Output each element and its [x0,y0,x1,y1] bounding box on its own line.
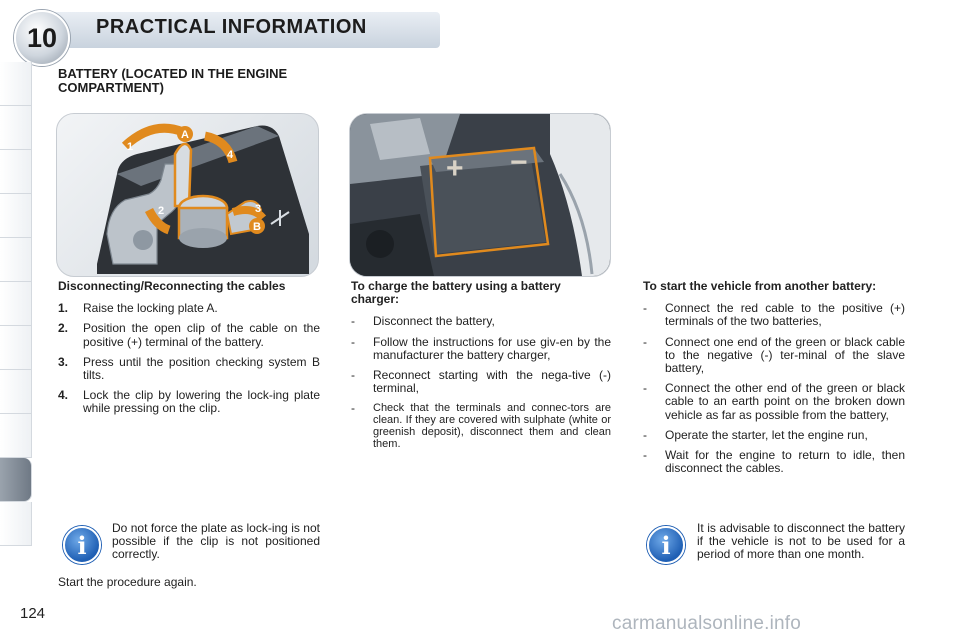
start-item [643,336,905,376]
step-label-1: 1 [127,141,134,153]
charge-heading: To charge the battery using a battery charger: [351,279,561,307]
dash: - [351,401,355,416]
chapter-tab[interactable] [0,194,32,238]
start-item [643,302,905,328]
negative-terminal-sign: − [510,146,528,179]
charge-item [351,315,611,328]
start-item [643,449,905,475]
start-item-text: Wait for the engine to return to idle, then disconnect the cables. [665,448,905,476]
dash: - [643,381,647,396]
step-text: Press until the position checking system B tilts. [83,354,320,383]
storage-advice-note: It is advisable to disconnect the battery if the vehicle is not to be used for a period of more than one month. [697,521,905,562]
step-number: 1. [58,301,69,316]
dash: - [643,427,647,442]
charge-item-text: Disconnect the battery, [373,314,495,329]
step-text: Lock the clip by lowering the lock-ing plate while pressing on the clip. [83,388,320,416]
charge-item [351,402,611,450]
label-a: A [181,129,189,141]
battery-clip-drawing [57,114,318,276]
positive-terminal-sign: + [446,152,464,185]
disconnect-column [58,280,320,423]
step-label-2: 2 [158,205,165,217]
info-glyph: i [77,531,87,560]
step-text: Position the open clip of the cable on the positive (+) terminal of the battery. [83,321,320,349]
chapter-tabs [0,62,32,546]
dash: - [643,301,647,316]
step-label-4: 4 [227,149,234,161]
charge-item [351,336,611,362]
engine-compartment-photo [349,113,611,277]
dash: - [643,334,647,349]
charge-column [351,280,611,457]
chapter-tab[interactable] [0,150,32,194]
info-glyph: i [661,531,671,560]
chapter-tab[interactable] [0,106,32,150]
restart-instruction: Start the procedure again. [58,575,197,589]
disconnect-step [58,389,320,415]
charge-item-text: Reconnect starting with the nega-tive (-) terminal, [373,368,611,396]
info-icon-glyph [649,528,683,562]
dash: - [351,368,355,383]
disconnect-step [58,356,320,382]
clip-warning-note: Do not force the plate as lock-ing is not possible if the clip is not positioned correctly. [112,521,320,562]
disconnect-heading: Disconnecting/Reconnecting the cables [58,279,286,293]
chapter-tab[interactable] [0,502,32,546]
chapter-tab[interactable] [0,282,32,326]
start-column [643,280,905,482]
start-item [643,382,905,422]
start-item-text: Operate the starter, let the engine run, [665,427,868,442]
engine-compartment-drawing [350,114,610,276]
section-title: BATTERY (LOCATED IN THE ENGINE COMPARTMENT) [58,66,288,95]
chapter-number-badge: 10 [14,10,70,66]
info-icon [63,526,101,564]
start-item-text: Connect the red cable to the positive (+) terminals of the two batteries, [665,301,905,329]
start-heading: To start the vehicle from another battery: [643,279,877,293]
start-item [643,429,905,442]
chapter-tab[interactable] [0,238,32,282]
dash: - [643,448,647,463]
info-icon [647,526,685,564]
step-text: Raise the locking plate A. [83,301,218,316]
disconnect-step [58,302,320,315]
step-number: 2. [58,321,69,336]
label-b: B [253,221,261,233]
step-number: 4. [58,388,69,403]
battery-clip-illustration [56,113,319,277]
start-item-text: Connect one end of the green or black cable to the negative (-) ter-minal of the slave battery, [665,334,905,376]
step-number: 3. [58,354,69,369]
info-icon-glyph [65,528,99,562]
site-watermark: carmanualsonline.info [612,613,802,634]
disconnect-step [58,322,320,348]
charge-item [351,369,611,395]
dash: - [351,314,355,329]
chapter-tab[interactable] [0,326,32,370]
chapter-tab[interactable] [0,414,32,458]
chapter-tab-active[interactable] [0,458,32,502]
chapter-tab[interactable] [0,370,32,414]
page-title: PRACTICAL INFORMATION [96,16,367,38]
page-number: 124 [20,605,46,622]
charge-item-text: Check that the terminals and connec-tors are clean. If they are covered with sulphate (white or greenish deposit), disconnect them and clean them. [373,402,611,451]
start-item-text: Connect the other end of the green or black cable to an earth point on the broken down vehicle as far as possible from the battery, [665,381,905,422]
charge-item-text: Follow the instructions for use giv-en by the manufacturer the battery charger, [373,334,611,362]
dash: - [351,334,355,349]
chapter-tab[interactable] [0,62,32,106]
step-label-3: 3 [255,203,262,215]
